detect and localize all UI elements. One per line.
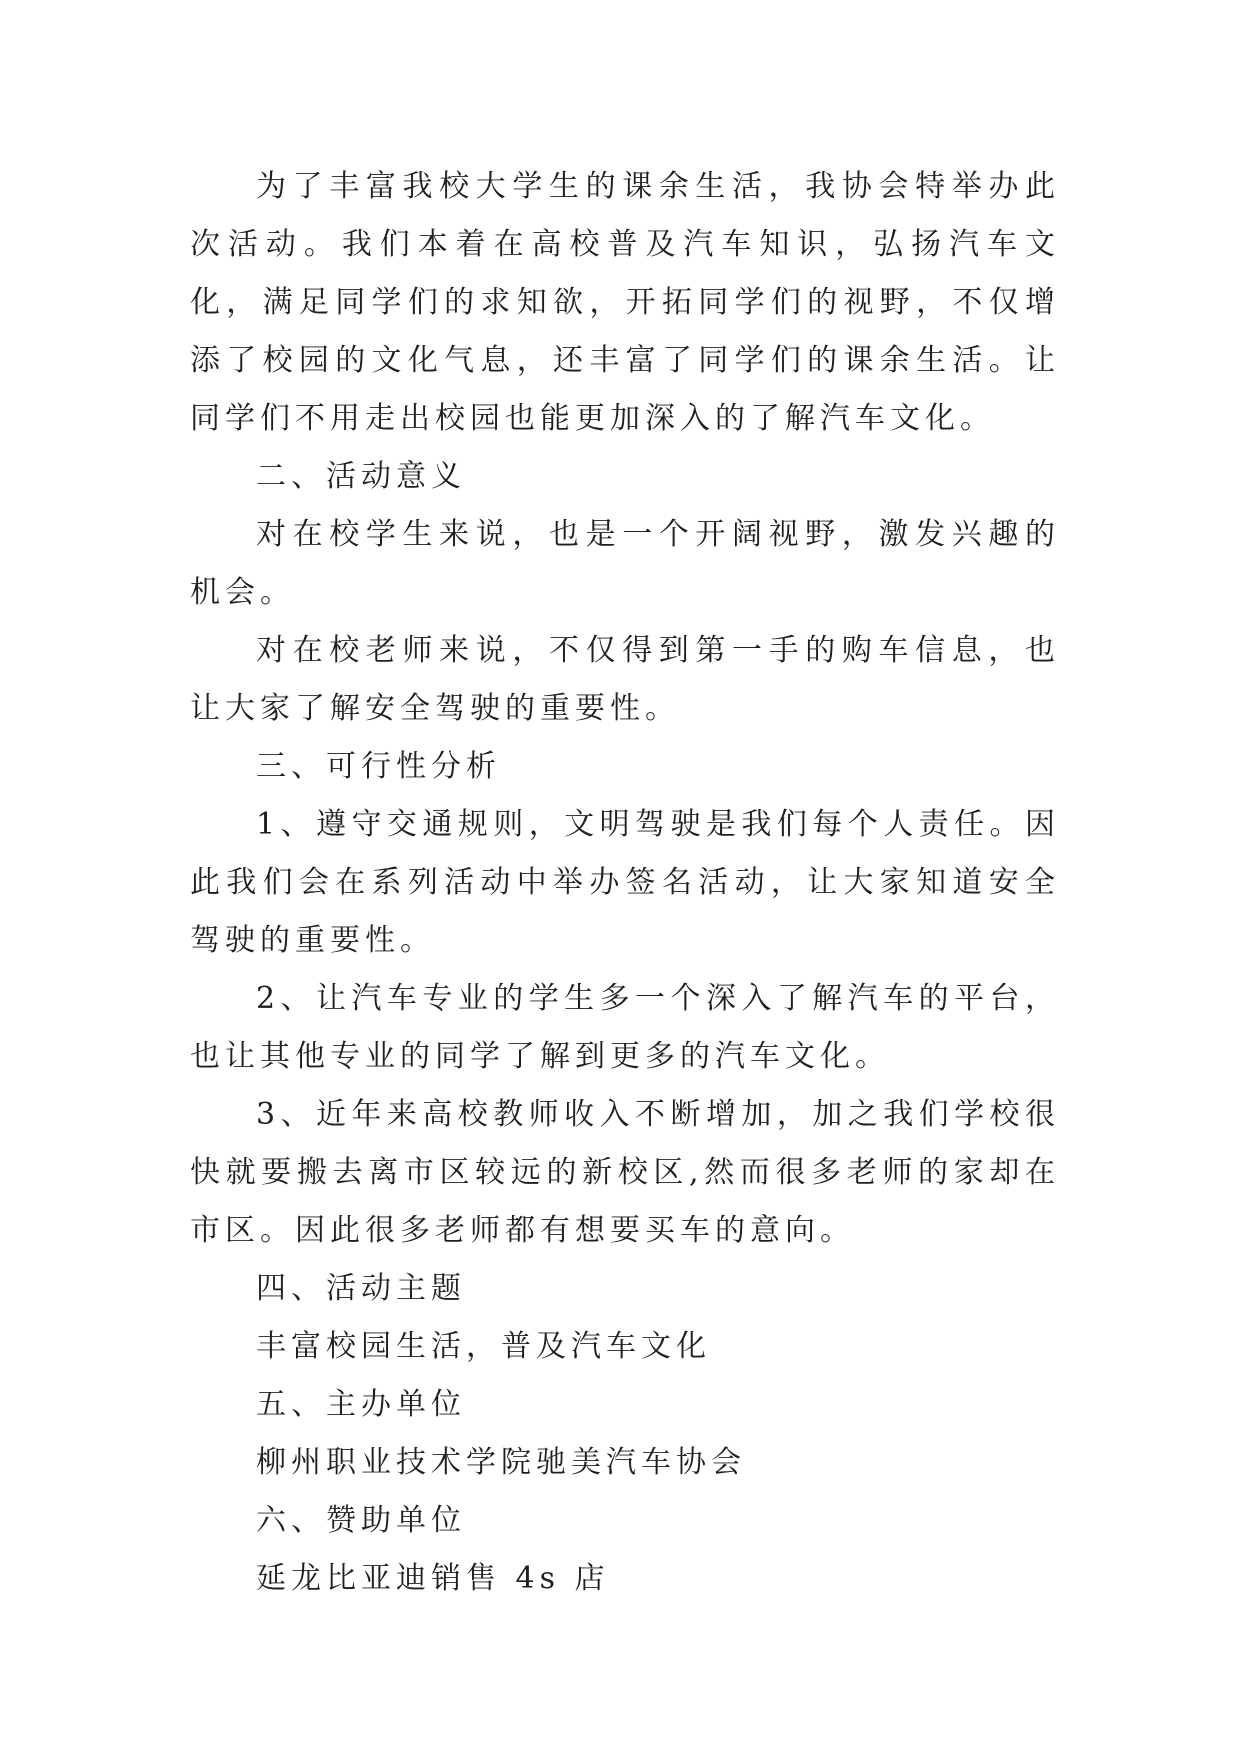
feasibility-item-2: 2、让汽车专业的学生多一个深入了解汽车的平台，也让其他专业的同学了解到更多的汽车文化。 — [190, 981, 1060, 1074]
theme-text: 丰富校园生活，普及汽车文化 — [256, 1329, 711, 1364]
document-body — [190, 158, 1060, 1608]
section-heading-sponsor: 六、赞助单位 — [256, 1503, 466, 1538]
section-heading-organizer: 五、主办单位 — [256, 1387, 466, 1422]
section-heading-significance: 二、活动意义 — [256, 459, 466, 494]
feasibility-item-1: 1、遵守交通规则，文明驾驶是我们每个人责任。因此我们会在系列活动中举办签名活动，让大家知道安全驾驶的重要性。 — [190, 807, 1060, 958]
significance-teachers-paragraph: 对在校老师来说，不仅得到第一手的购车信息，也让大家了解安全驾驶的重要性。 — [190, 633, 1060, 726]
feasibility-item-3: 3、近年来高校教师收入不断增加，加之我们学校很快就要搬去离市区较远的新校区,然而很多老师的家却在市区。因此很多老师都有想要买车的意向。 — [190, 1097, 1060, 1248]
organizer-text: 柳州职业技术学院驰美汽车协会 — [256, 1445, 746, 1480]
sponsor-text: 延龙比亚迪销售 4s 店 — [256, 1561, 610, 1596]
significance-students-paragraph: 对在校学生来说，也是一个开阔视野，激发兴趣的机会。 — [190, 517, 1060, 610]
section-heading-theme: 四、活动主题 — [256, 1271, 466, 1306]
intro-paragraph: 为了丰富我校大学生的课余生活，我协会特举办此次活动。我们本着在高校普及汽车知识，弘扬汽车文化，满足同学们的求知欲，开拓同学们的视野，不仅增添了校园的文化气息，还丰富了同学们的课余生活。让同学们不用走出校园也能更加深入的了解汽车文化。 — [190, 169, 1060, 436]
section-heading-feasibility: 三、可行性分析 — [256, 749, 501, 784]
